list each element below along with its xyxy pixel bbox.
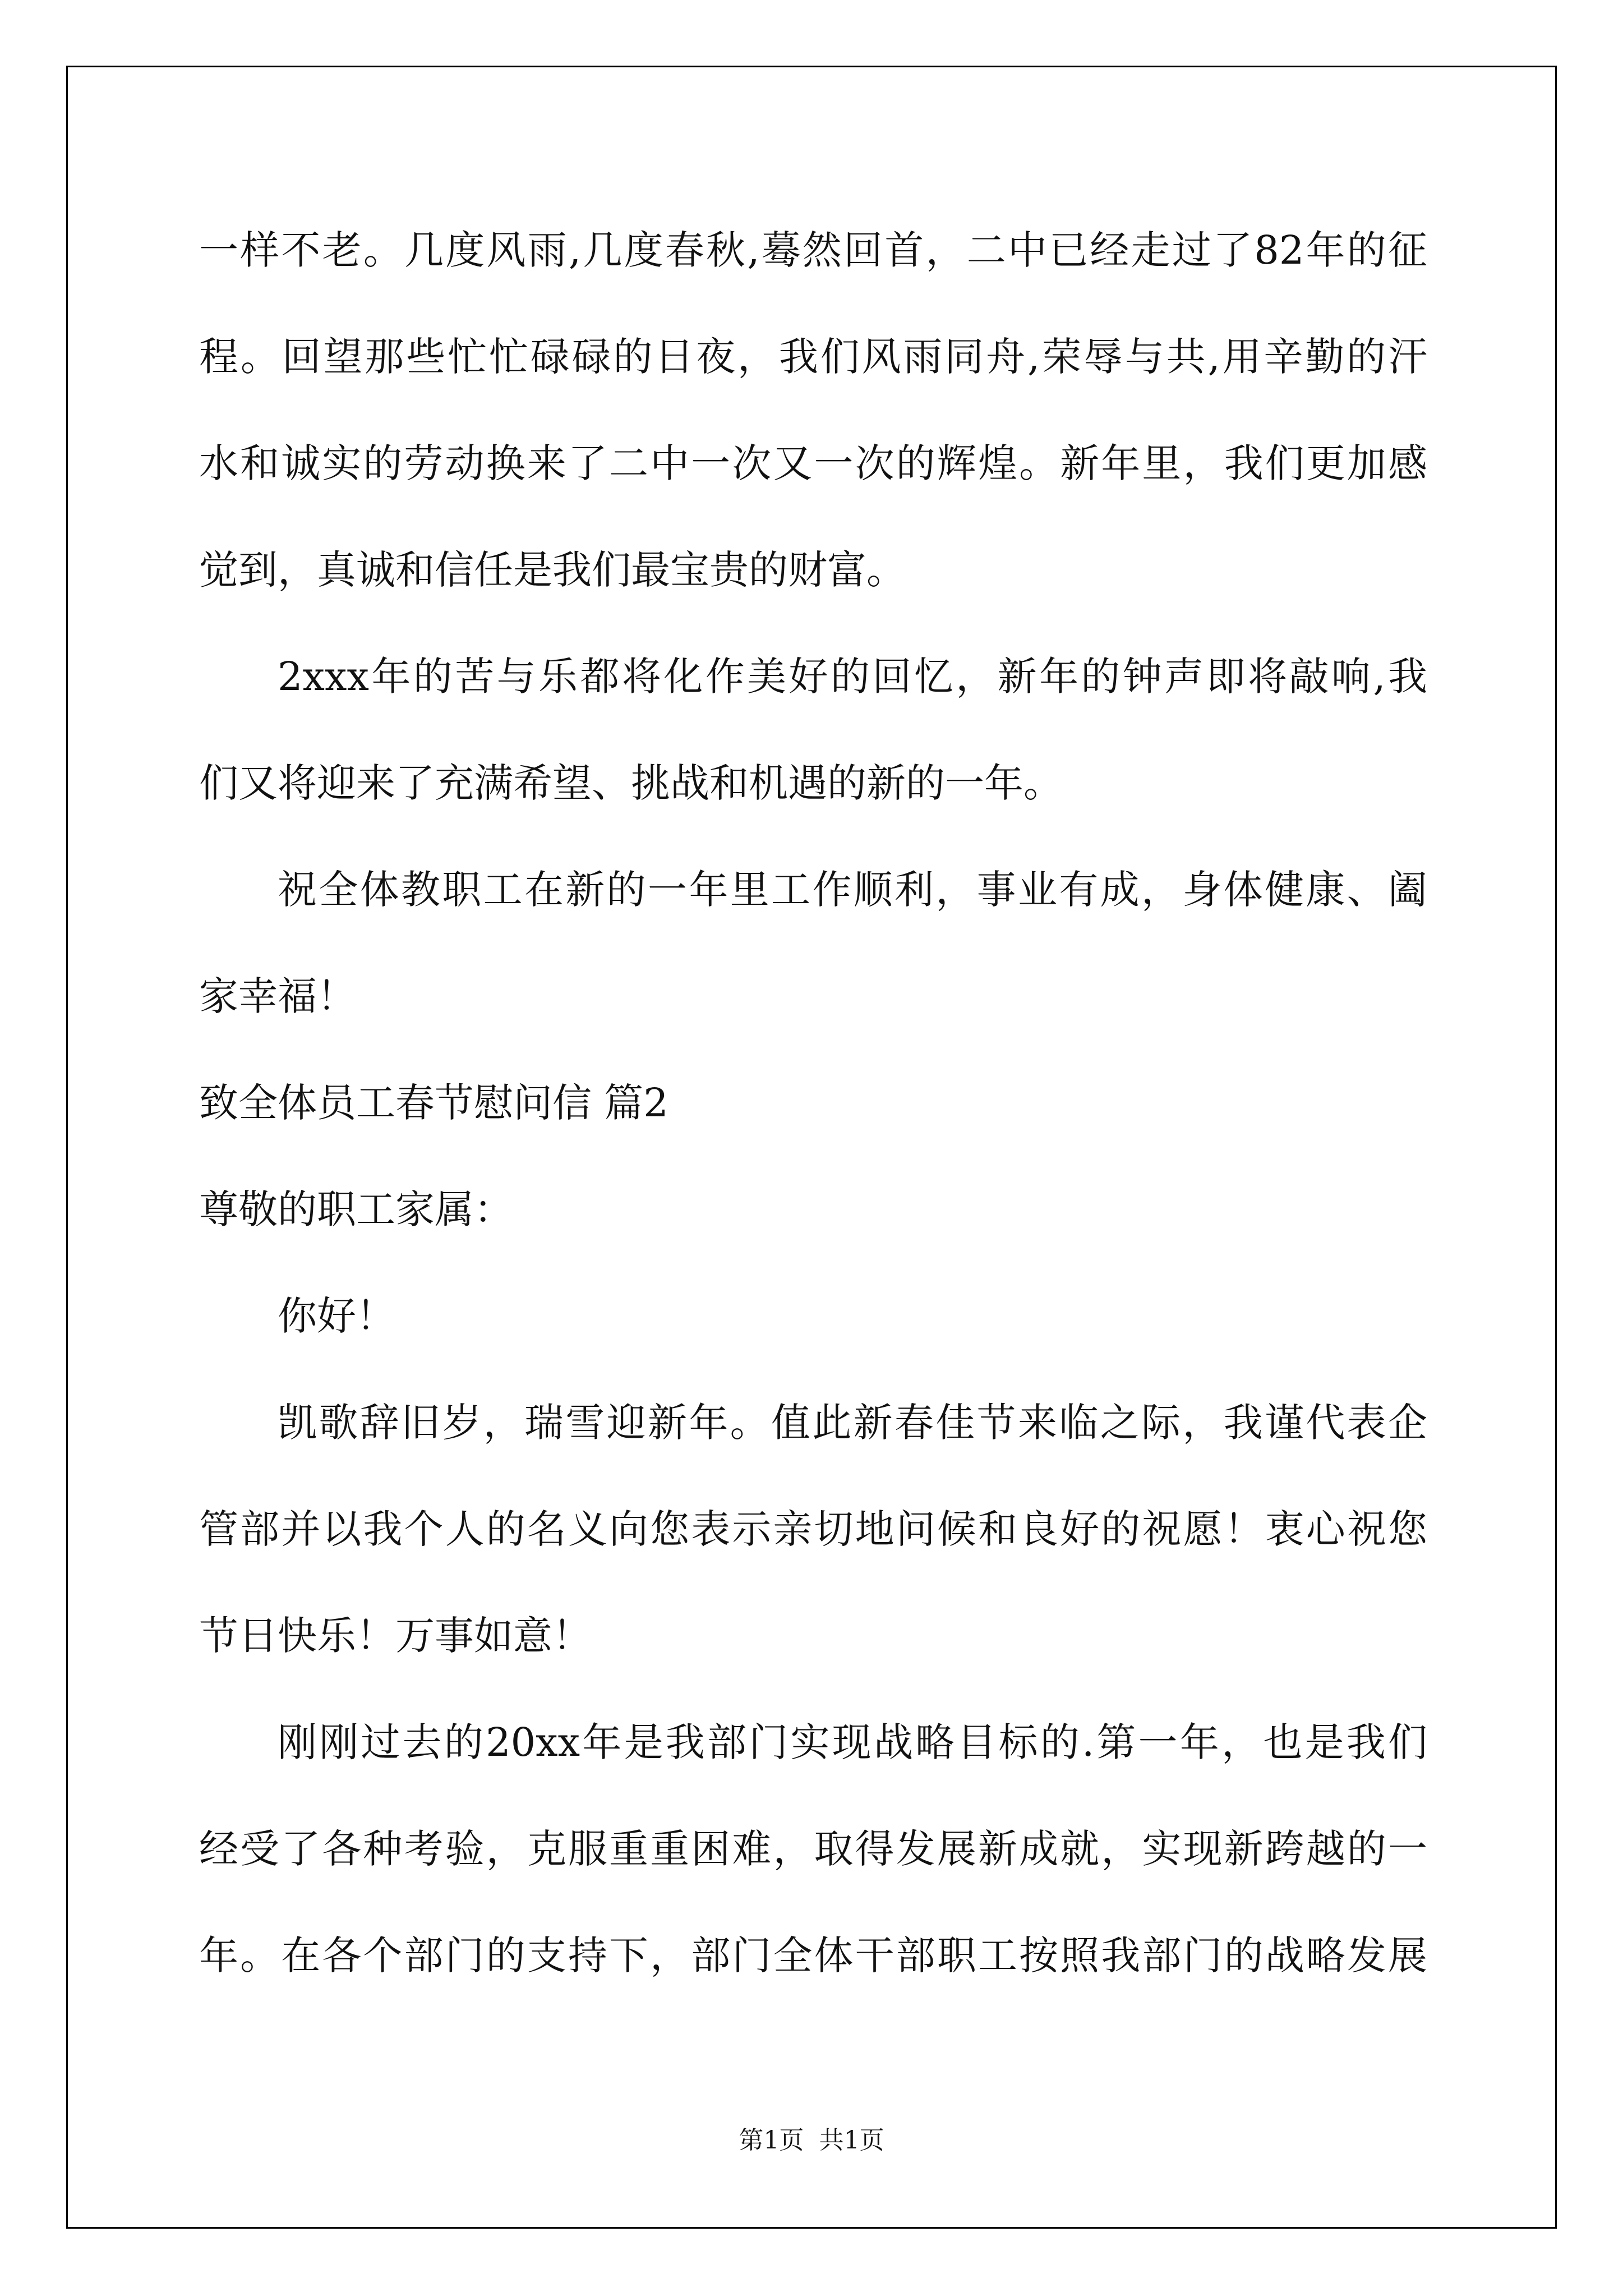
greeting: 你好！ <box>278 1293 395 1339</box>
text-line: 祝全体教职工在新的一年里工作顺利，事业有成，身体健康、阖 <box>278 867 1427 913</box>
page-frame <box>66 66 1557 2229</box>
text-line: 经受了各种考验，克服重重困难，取得发展新成就，实现新跨越的一 <box>199 1826 1427 1872</box>
text-line: 凯歌辞旧岁，瑞雪迎新年。值此新春佳节来临之际，我谨代表企 <box>278 1400 1427 1446</box>
text-line: 年。在各个部门的支持下，部门全体干部职工按照我部门的战略发展 <box>199 1932 1427 1978</box>
text-line: 2xxx年的苦与乐都将化作美好的回忆，新年的钟声即将敲响,我 <box>278 654 1427 700</box>
text-line: 节日快乐！万事如意！ <box>199 1613 592 1659</box>
text-line: 们又将迎来了充满希望、挑战和机遇的新的一年。 <box>199 760 1063 806</box>
text-line: 水和诚实的劳动换来了二中一次又一次的辉煌。新年里，我们更加感 <box>199 440 1427 486</box>
text-line: 觉到，真诚和信任是我们最宝贵的财富。 <box>199 547 906 593</box>
text-line: 家幸福！ <box>199 973 356 1019</box>
text-line: 管部并以我个人的名义向您表示亲切地问候和良好的祝愿！衷心祝您 <box>199 1506 1427 1552</box>
text-line: 刚刚过去的20xx年是我部门实现战略目标的.第一年，也是我们 <box>278 1719 1427 1765</box>
text-line: 一样不老。几度风雨,几度春秋,蓦然回首，二中已经走过了82年的征 <box>199 227 1427 273</box>
section-heading: 致全体员工春节慰问信 篇2 <box>199 1080 668 1126</box>
page-number-footer: 第1页 共1页 <box>739 2126 884 2155</box>
text-line: 程。回望那些忙忙碌碌的日夜，我们风雨同舟,荣辱与共,用辛勤的汗 <box>199 334 1427 380</box>
salutation: 尊敬的职工家属： <box>199 1186 513 1232</box>
